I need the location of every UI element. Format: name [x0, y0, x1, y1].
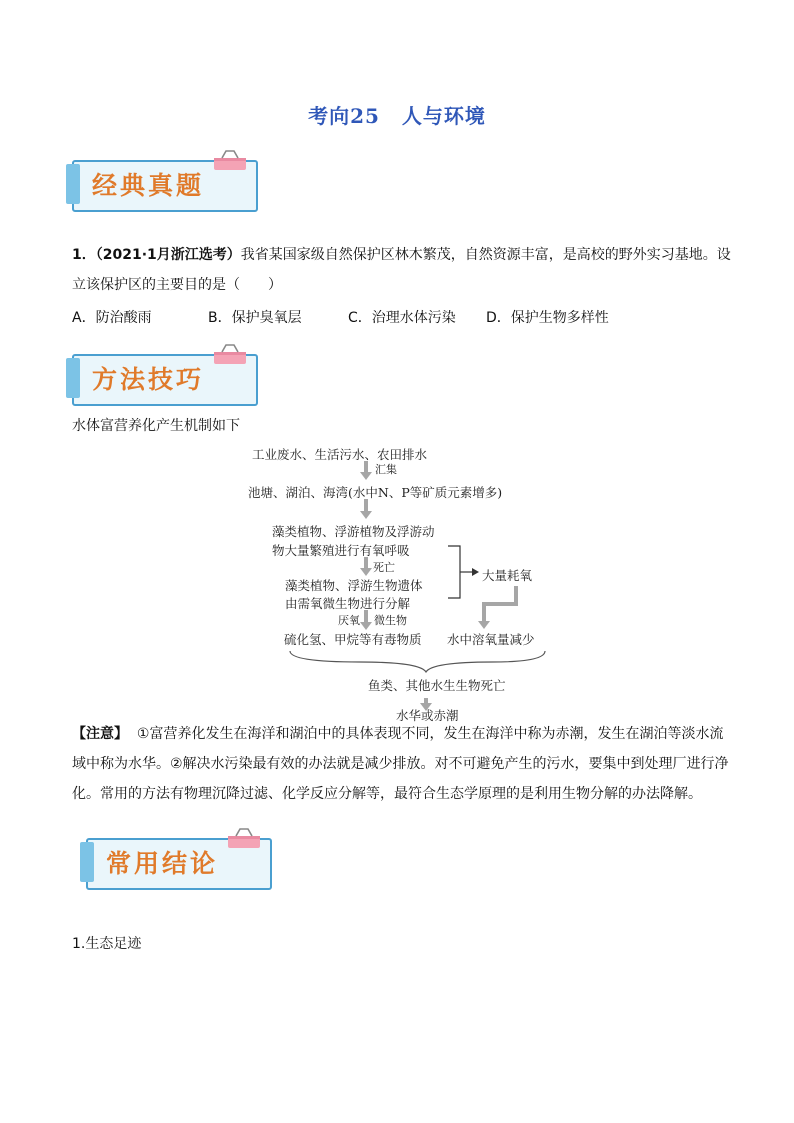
- flow-fish-death: 鱼类、其他水生生物死亡: [368, 678, 506, 693]
- flow-decomp-1: 藻类植物、浮游生物遗体: [285, 578, 423, 593]
- method-intro: 水体富营养化产生机制如下: [72, 418, 240, 434]
- section-banner-conclusion: [80, 828, 280, 890]
- section-title-conclusion: 常用结论: [106, 849, 219, 878]
- flow-arrow: [484, 586, 516, 622]
- option-c[interactable]: C．治理水体污染: [348, 310, 456, 326]
- flow-oxygen-use: 大量耗氧: [482, 568, 533, 583]
- note-label: 【注意】: [72, 726, 128, 742]
- flow-algae-2: 物大量繁殖进行有氧呼吸: [272, 543, 410, 558]
- flow-bloom: 水华或赤潮: [396, 708, 459, 723]
- converge-brace: [290, 651, 545, 672]
- title-prefix: 考向25: [308, 104, 380, 128]
- conclusion-item-1: 1.生态足迹: [72, 936, 142, 952]
- section-title-classic: 经典真题: [92, 171, 205, 200]
- option-d[interactable]: D．保护生物多样性: [486, 310, 609, 326]
- flow-algae-1: 藻类植物、浮游植物及浮游动: [272, 524, 435, 539]
- flow-water-bodies: 池塘、湖泊、海湾(水中N、P等矿质元素增多): [248, 485, 503, 500]
- flow-sources: 工业废水、生活污水、农田排水: [252, 447, 428, 462]
- flow-anaerobic: 厌氧: [338, 614, 360, 627]
- section-title-method: 方法技巧: [92, 365, 205, 394]
- option-b[interactable]: B．保护臭氧层: [208, 310, 302, 326]
- flow-toxic: 硫化氢、甲烷等有毒物质: [284, 632, 422, 647]
- flow-death: 死亡: [373, 561, 395, 574]
- bracket: [448, 546, 460, 598]
- banner-stripe: [80, 842, 94, 882]
- note-text: ①富营养化发生在海洋和湖泊中的具体表现不同，发生在海洋中称为赤潮，发生在湖泊等淡水流域中称为水华。②解决水污染最有效的办法就是减少排放。对不可避免产生的污水，要集中到处理厂进行净化。常用的方法有物理沉降过滤、化学反应分解等，最符合生态学原理的是利用生物分解的办法降解。: [72, 726, 729, 802]
- title-topic: 人与环境: [401, 104, 486, 128]
- flow-decomp-2: 由需氧微生物进行分解: [285, 596, 411, 611]
- note-paragraph: [72, 719, 736, 809]
- paper-clip-icon: [226, 828, 262, 854]
- flow-oxygen-drop: 水中溶氧量减少: [447, 632, 535, 647]
- question-number: 1．: [72, 247, 96, 263]
- option-a[interactable]: A．防治酸雨: [72, 310, 152, 326]
- question-text: 我省某国家级自然保护区林木繁茂，自然资源丰富，是高校的野外实习基地。设立该保护区的主要目的是（ ）: [72, 247, 731, 293]
- flow-microbe: 微生物: [374, 614, 407, 627]
- flow-collect: 汇集: [375, 463, 397, 476]
- question-source: （2021·1月浙江选考）: [95, 247, 241, 263]
